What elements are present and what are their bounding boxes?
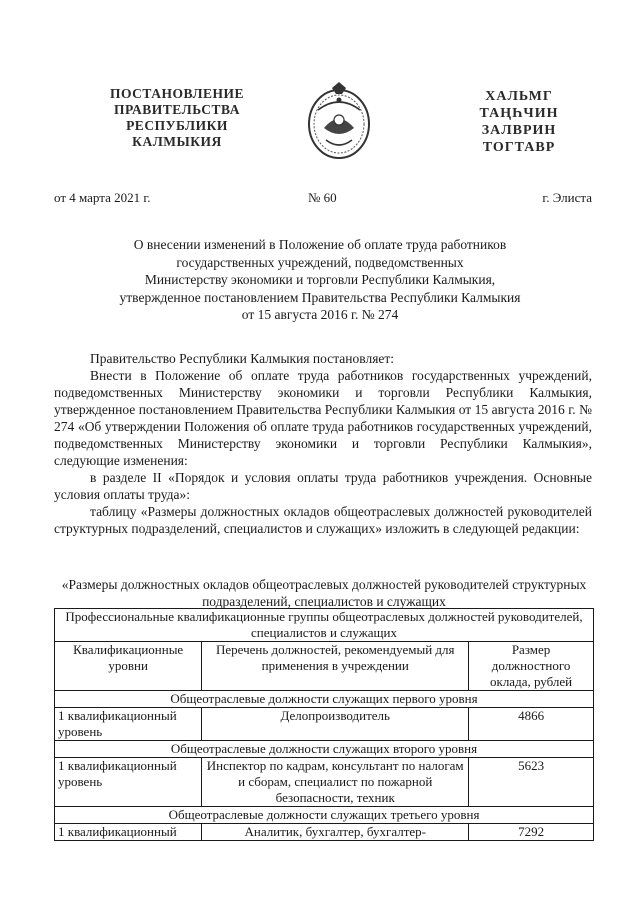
salary-cell: 5623 bbox=[469, 758, 594, 807]
level-cell: 1 квалификационный уровень bbox=[55, 708, 202, 741]
table-header-row bbox=[55, 642, 594, 691]
section-title: Общеотраслевые должности служащих третьего уровня bbox=[55, 807, 594, 824]
table-row bbox=[55, 609, 594, 642]
section-title: Общеотраслевые должности служащих второго уровня bbox=[55, 741, 594, 758]
salary-cell: 7292 bbox=[469, 824, 594, 841]
title-line: утвержденное постановлением Правительства Республики Калмыкия bbox=[119, 289, 521, 305]
table-caption: «Размеры должностных окладов общеотраслевых должностей руководителей структурных подразделений, специалистов и служащих bbox=[61, 577, 587, 609]
table-section-row bbox=[55, 807, 594, 824]
coat-of-arms-icon bbox=[302, 80, 376, 162]
level-cell: 1 квалификационный bbox=[55, 824, 202, 841]
org-name-line: ТОГТАВР bbox=[482, 140, 556, 155]
resolution-body bbox=[54, 350, 592, 537]
org-name-line: РЕСПУБЛИКИ bbox=[126, 118, 228, 133]
org-name-line: ЗАЛВРИН bbox=[481, 123, 557, 138]
table-row bbox=[55, 708, 594, 741]
document-city: г. Элиста bbox=[542, 190, 592, 205]
body-paragraph: в разделе II «Порядок и условия оплаты труда работников учреждения. Основные условия оплаты труда»: bbox=[54, 470, 592, 502]
table-section-row bbox=[55, 691, 594, 708]
column-header: Квалификационные уровни bbox=[55, 642, 202, 691]
document-date: от 4 марта 2021 г. bbox=[54, 190, 151, 205]
table-group-header: Профессиональные квалификационные группы общеотраслевых должностей руководителей, специалистов и служащих bbox=[55, 609, 594, 642]
level-cell: 1 квалификационный уровень bbox=[55, 758, 202, 807]
org-name-line: ПОСТАНОВЛЕНИЕ bbox=[109, 86, 245, 101]
org-name-line: ТАҢҺЧИН bbox=[479, 106, 559, 121]
column-header: Размер должностного оклада, рублей bbox=[469, 642, 594, 691]
body-paragraph: Правительство Республики Калмыкия постановляет: bbox=[90, 351, 395, 366]
positions-cell: Делопроизводитель bbox=[202, 708, 469, 741]
org-name-line: ХАЛЬМГ bbox=[485, 89, 553, 104]
body-paragraph: Внести в Положение об оплате труда работников государственных учреждений, подведомственных Министерству экономики и торговли Республики Калмыкия, утвержденное постановлением Правительства Республики Калмыкия от 15 августа 2016 г. № 274 «Об утверждении Положения об оплате труда работников государственных учреждений, подведомственных Министерству экономики и торговли Республики Калмыкия», следующие изменения: bbox=[54, 368, 592, 468]
title-line: Министерству экономики и торговли Республики Калмыкия, bbox=[144, 272, 496, 287]
table-row bbox=[55, 824, 594, 841]
table-section-row bbox=[55, 741, 594, 758]
salary-cell: 4866 bbox=[469, 708, 594, 741]
org-name-russian bbox=[92, 86, 262, 150]
positions-cell: Инспектор по кадрам, консультант по налогам и сборам, специалист по пожарной безопасности, техник bbox=[202, 758, 469, 807]
body-paragraph: таблицу «Размеры должностных окладов общеотраслевых должностей руководителей структурных подразделений, специалистов и служащих» изложить в следующей редакции: bbox=[54, 504, 592, 536]
document-meta bbox=[54, 190, 592, 208]
org-name-line: КАЛМЫКИЯ bbox=[132, 134, 222, 149]
document-number: № 60 bbox=[308, 190, 337, 205]
org-name-line: ПРАВИТЕЛЬСТВА bbox=[114, 102, 240, 117]
column-header: Перечень должностей, рекомендуемый для применения в учреждении bbox=[202, 642, 469, 691]
section-title: Общеотраслевые должности служащих первого уровня bbox=[55, 691, 594, 708]
org-name-kalmyk bbox=[454, 88, 584, 156]
salary-table bbox=[54, 608, 594, 841]
title-line: от 15 августа 2016 г. № 274 bbox=[241, 307, 399, 322]
document-title bbox=[80, 236, 560, 324]
title-line: О внесении изменений в Положение об оплате труда работников bbox=[133, 237, 507, 252]
table-row bbox=[55, 758, 594, 807]
positions-cell: Аналитик, бухгалтер, бухгалтер- bbox=[202, 824, 469, 841]
title-line: государственных учреждений, подведомственных bbox=[176, 254, 464, 270]
